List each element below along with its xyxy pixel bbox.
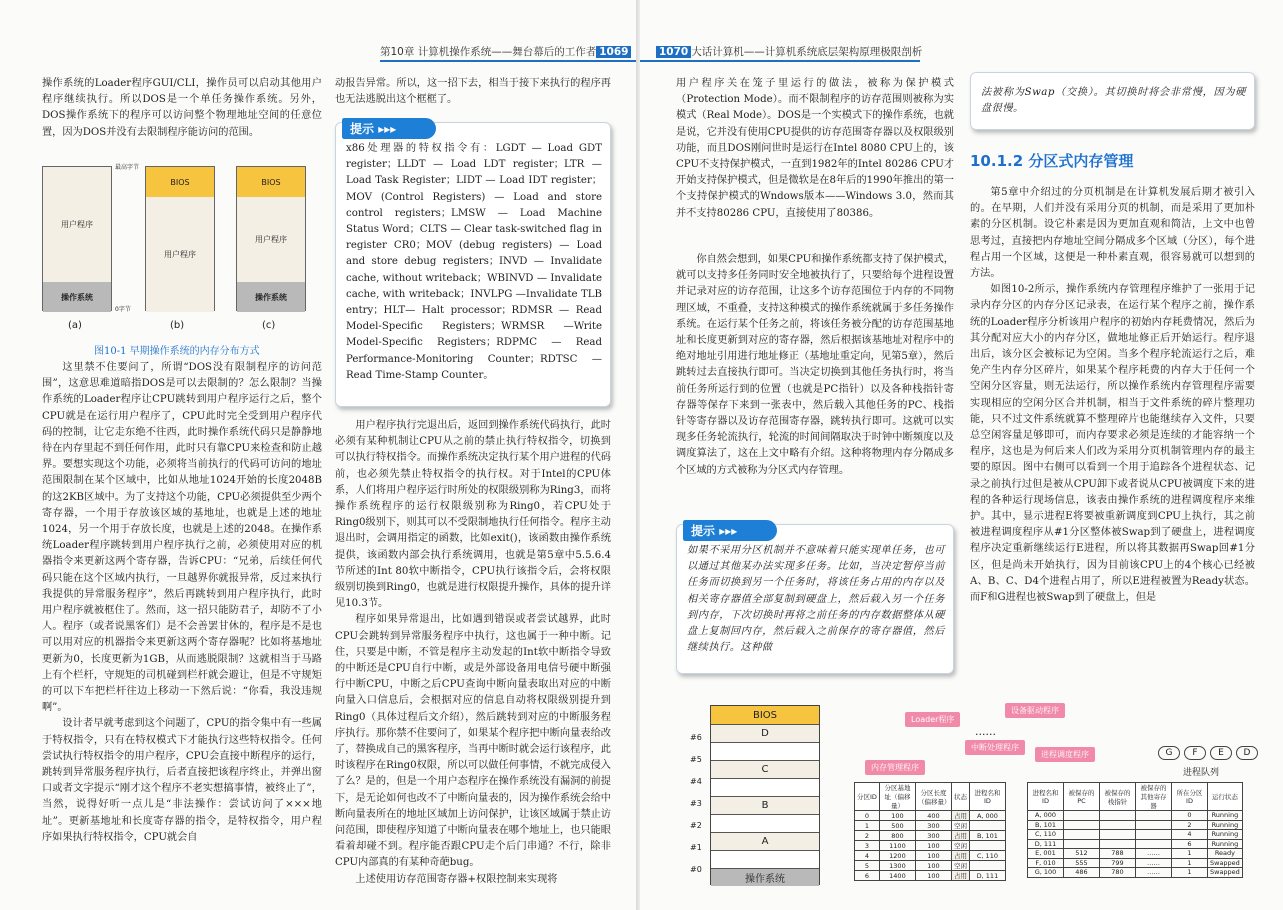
table-row <box>1028 811 1243 821</box>
table-cell: Running <box>1208 830 1243 840</box>
os-region: 操作系统 <box>43 282 111 312</box>
table-cell <box>1064 811 1100 821</box>
table-cell: 300 <box>915 821 951 831</box>
table-header: 所在分区ID <box>1172 783 1208 811</box>
paragraph: 程序如果异常退出，比如遇到错误或者尝试越界，此时CPU会跳转到异常服务程序中执行，这也属于一种中断。记住，只要是中断，不管是程序主动发起的Int软中断指令导致的中断还是CPU自行中断，或是外部设备用电信号硬中断强行中断CPU，中断之后CPU查询中断向量表取出对应的中断向量入口信息后，会根据对应的信息自动将权限级别提升到Ring0（具体过程后文介绍），然后跳转到对应的中断服务程序执行。那你禁不住要问了，如果某个程序把中断向量表给改了，替换成自己的黑客程序，当再中断时就会运行该程序，此时该程序在Ring0权限，所以可以做任何事情，不就完成侵入了么？是的，但是一个用户态程序在操作系统没有漏洞的前提下，是无论如何也改不了中断向量表的，因为操作系统会给中断向量表所在的地址区域加上访问保护，让该区域属于禁止访问范围，即使程序知道了中断向量表在哪个地址上，也只能眼看着却碰不到。程序能否跟CPU走个后门串通？不行，除非CPU内部真的有某种奇葩bug。 <box>335 614 611 869</box>
table-cell: D, 111 <box>969 871 1005 881</box>
interrupt-pill: 中断处理程序 <box>965 740 1025 755</box>
left-page <box>0 0 636 910</box>
table-cell: C, 110 <box>1028 830 1064 840</box>
table-header: 进程名和ID <box>1028 783 1064 811</box>
queue-item: D <box>1236 746 1258 760</box>
table-cell: 占用 <box>951 831 969 841</box>
table-cell: 1400 <box>879 871 915 881</box>
table-header: 被保存的PC <box>1064 783 1100 811</box>
partition-number-label: #1 <box>690 843 702 852</box>
table-cell: 1 <box>1172 868 1208 878</box>
scheduler-pill: 进程调度程序 <box>1035 747 1095 762</box>
top-byte-label: 最高字节 <box>115 164 140 171</box>
os-region: 操作系统 <box>237 282 305 312</box>
tip-text: 法被称为Swap（交换）。其切换时将会非常慢，因为硬盘很慢。 <box>981 87 1246 115</box>
memory-stack <box>710 705 820 885</box>
table-row <box>855 831 1006 841</box>
table-cell: 1100 <box>879 841 915 851</box>
partition-number-label: #2 <box>690 821 702 830</box>
sublabel-a: (a) <box>68 320 82 331</box>
table-cell: 0 <box>1172 811 1208 821</box>
right-col1-intro <box>676 76 954 222</box>
table-cell: 6 <box>855 871 880 881</box>
user-region: 用户程序 <box>237 197 305 282</box>
table-row <box>1028 820 1243 830</box>
stack-cell-empty <box>711 850 819 868</box>
table-cell: 100 <box>879 811 915 821</box>
table-row <box>1028 858 1243 868</box>
table-row <box>855 861 1006 871</box>
table-header: 状态 <box>951 783 969 811</box>
mem-layout-c <box>236 166 306 311</box>
table-cell: 2 <box>855 831 880 841</box>
bottom-byte-label: 0字节 <box>115 306 131 313</box>
table-cell <box>1064 820 1100 830</box>
table-row <box>855 811 1006 821</box>
table-header: 分区基地址（偏移量） <box>879 783 915 811</box>
stack-cell: B <box>711 796 819 814</box>
table-cell: 1300 <box>879 861 915 871</box>
stack-cell-empty <box>711 814 819 832</box>
table-cell: B, 101 <box>969 831 1005 841</box>
table-cell: 788 <box>1100 849 1136 859</box>
right-page <box>640 0 1283 910</box>
stack-cell-empty <box>711 778 819 796</box>
table-row <box>855 841 1006 851</box>
table-cell: 555 <box>1064 858 1100 868</box>
table-cell: G, 100 <box>1028 868 1064 878</box>
table-row <box>1028 830 1243 840</box>
stack-cell: A <box>711 832 819 850</box>
left-header <box>380 44 631 59</box>
paragraph: 用户程序执行完退出后，返回到操作系统代码执行，此时必须有某种机制让CPU从之前的禁止执行特权指令，切换到可以执行特权指令。而操作系统决定执行某个用户进程的代码前，也必须先禁止特权指令的执行权。对于Intel的CPU体系，人们将用户程序运行时所处的权限级别称为Ring3，而将操作系统程序的运行权限级别称为Ring0，若CPU处于Ring0级别下，则其可以不受限制地执行任何指令。程序主动退出时，会调用指定的函数，比如exit()，该函数由操作系统提供，该函数内部会执行系统调用，也就是第5章中5.5.6.4节所述的Int 80软中断指令，CPU执行该指令后，会将权限级别切换到Ring0，也就是进行权限提升操作，具体的提升详见10.3节。 <box>335 420 611 610</box>
tip-title: 提示 ▸▸▸ <box>342 118 436 139</box>
table-cell: …… <box>1136 858 1172 868</box>
table-cell <box>1136 820 1172 830</box>
paragraph: 上述使用访存范围寄存器+权限控制来实现将 <box>355 873 558 885</box>
table-cell: B, 101 <box>1028 820 1064 830</box>
table-cell <box>1136 839 1172 849</box>
stack-cell: 操作系统 <box>711 868 819 886</box>
stack-cell: BIOS <box>711 706 819 724</box>
table-cell <box>1100 839 1136 849</box>
paragraph: 第5章中介绍过的分页机制是在计算机发展后期才被引入的。在早期，人们并没有采用分页的机制，而是采用了更加朴素的分区机制。设它朴素是因为更加直观和简洁，上文中也曾思考过，直接把内存地址空间分隔成多个区域（分区），每个进程占用一个区域，这便是一种朴素直观，很容易就可以想到的方法。 <box>970 187 1255 280</box>
table-cell: 1200 <box>879 851 915 861</box>
table-cell: 300 <box>915 831 951 841</box>
process-table <box>1027 782 1243 878</box>
header-rule <box>640 60 920 62</box>
page-number: 1070 <box>656 46 691 58</box>
table-cell: …… <box>1136 868 1172 878</box>
table-cell: 400 <box>915 811 951 821</box>
paragraph: 如图10-2所示，操作系统内存管理程序维护了一张用于记录内存分区的内存分区记录表，在运行某个程序之前，操作系统的Loader程序分析该用户程序的初始内存耗费情况，然后为其分配对应大小的内存分区，做地址修正后开始运行。程序退出后，该分区会被标记为空闲。当多个程序轮流运行之后，难免产生内存分区碎片，如果某个程序耗费的内存大于任何一个空闲分区容量，则无法运行，所以操作系统内存管理程序需要实现相应的空闲分区合并机制，相当于文件系统的碎片整理功能，只不过文件系统就算不整理碎片也能继续存入文件，只要总空闲容量足够即可，而内存要求必须是连续的才能容纳一个程序，这也是为何后来人们改为采用分页机制管理内存的最主要的原因。图中右侧可以看到一个用于追踪各个进程状态、记录之前执行过但是被从CPU卸下或者说从CPU被调度下来的进程的各种运行现场信息，该表由操作系统的进程调度程序来维护。其中，显示进程E将要被重新调度到CPU上执行，其之前被进程调度程序从#1分区整体被Swap到了硬盘上，进程调度程序决定重新继续运行E进程，所以将其数据再Swap回#1分区，但是尚未开始执行，因为目前该CPU上的4个核心已经被A、B、C、D4个进程占用了，所以E进程被置为Ready状态。而F和G进程也被Swap到了硬盘上，但是 <box>970 284 1255 604</box>
left-col2-intro <box>335 76 611 108</box>
table-cell: Swapped <box>1208 868 1243 878</box>
page-number: 1069 <box>596 46 631 58</box>
table-cell <box>1064 830 1100 840</box>
table-row <box>855 871 1006 881</box>
table-header: 被保存的栈指针 <box>1100 783 1136 811</box>
stack-cell: C <box>711 760 819 778</box>
partition-number-label: #5 <box>690 755 702 764</box>
left-col1-body <box>42 360 322 910</box>
table-cell: 780 <box>1100 868 1136 878</box>
table-cell: 占用 <box>951 851 969 861</box>
table-cell: 空闲 <box>951 821 969 831</box>
table-header: 进程名和ID <box>969 783 1005 811</box>
paragraph: 操作系统的Loader程序GUI/CLI，操作员可以启动其他用户程序继续执行。所以DOS是一个单任务操作系统。另外，DOS操作系统下的程序可以访问整个物理地址空间的任意位置，因为DOS并没有去限制程序能访问的范围。 <box>42 78 322 138</box>
table-cell: 2 <box>1172 820 1208 830</box>
table-row <box>855 851 1006 861</box>
table-cell: Running <box>1208 820 1243 830</box>
header-rule <box>380 60 636 62</box>
paragraph: 你自然会想到，如果CPU和操作系统都支持了保护模式，就可以支持多任务同时安全地被执行了，只要给每个进程设置并记录对应的访存范围，让这多个访存范围位于内存的不同物理区域，不重叠，支持这种模式的操作系统就属于多任务操作系统。在运行某个任务之前，将该任务被分配的访存范围基地址和长度更新到对应的寄存器，然后根据该基地址对程序中的绝对地址引用进行地址修正（基地址重定向，见第5章），然后跳转过去直接执行即可。当决定切换到其他任务执行时，将当前任务所运行到的位置（也就是PC指针）以及各种栈指针寄存器等保存下来到一张表中，然后载入其他任务的PC、栈指针等寄存器以及访存范围寄存器，跳转执行即可。这就可以实现多任务轮流执行，轮流的时间间隔取决于时钟中断频度以及调度算法了，这在上文中略有介绍。这种将物理内存分隔成多个区域的方式被称为分区式内存管理。 <box>676 254 954 476</box>
table-cell: 3 <box>855 841 880 851</box>
queue-label: 进程队列 <box>1183 768 1220 778</box>
table-cell <box>969 821 1005 831</box>
user-region: 用户程序 <box>146 197 214 312</box>
right-col1-body <box>676 252 954 520</box>
table-cell: 占用 <box>951 811 969 821</box>
table-row <box>1028 868 1243 878</box>
queue-item: F <box>1184 746 1206 760</box>
table-cell: 100 <box>915 861 951 871</box>
table-cell: Swapped <box>1208 858 1243 868</box>
queue-item: E <box>1210 746 1232 760</box>
tip-text: 如果不采用分区机制并不意味着只能实现单任务，也可以通过其他某办法实现多任务。比如，当决定暂停当前任务而切换到另一个任务时，将该任务占用的内存以及相关寄存器值全部复制到硬盘上，然后载入另一个任务到内存，下次切换时再将之前任务的内存数据整体从硬盘上复制回内存，然后载入之前保存的寄存器值，然后继续执行。这种做 <box>687 545 945 654</box>
table-cell: C, 110 <box>969 851 1005 861</box>
table-cell: A, 000 <box>969 811 1005 821</box>
table-header: 运行状态 <box>1208 783 1243 811</box>
right-header <box>656 44 922 59</box>
table-row <box>1028 849 1243 859</box>
table-cell: 1 <box>855 821 880 831</box>
bios-region: BIOS <box>146 167 214 197</box>
table-cell <box>969 841 1005 851</box>
table-cell: Running <box>1208 839 1243 849</box>
partition-number-label: #3 <box>690 799 702 808</box>
table-cell: 6 <box>1172 839 1208 849</box>
table-cell <box>1136 830 1172 840</box>
tip-continuation <box>970 72 1255 130</box>
table-cell <box>1064 839 1100 849</box>
table-cell: Ready <box>1208 849 1243 859</box>
partition-number-label: #0 <box>690 865 702 874</box>
table-cell: 100 <box>915 851 951 861</box>
table-row <box>855 821 1006 831</box>
paragraph: 设计者早就考虑到这个问题了，CPU的指令集中有一些属于特权指令，只有在特权模式下才能执行这些特权指令。任何尝试执行特权指令的用户程序，CPU会直接中断程序的运行，跳转到异常服务程序执行，后者直接把该程序终止，并弹出窗口或者文字提示“刚才这个程序不老实想搞事情，被终止了”，当然，说得好听一点儿是“非法操作：尝试访问了×××地址”。更新基地址和长度寄存器的指令，是特权指令，用户程序如果执行特权指令，CPU就会自 <box>42 718 322 843</box>
table-cell: 512 <box>1064 849 1100 859</box>
left-col1-intro <box>42 76 322 141</box>
table-cell: 100 <box>915 871 951 881</box>
table-cell: 占用 <box>951 871 969 881</box>
table-cell: 5 <box>855 861 880 871</box>
loader-pill: Loader程序 <box>905 712 960 727</box>
tip-text: x86处理器的特权指令有：LGDT — Load GDT register；LLDT — Load LDT register；LTR — Load Task Register；LIDT — Load IDT register；MOV (Control Registers) — Load and store control registers；LMSW — Load Machine Status Word；CLTS — Clear task-switched flag in register CR0；MOV (debug registers) — Load and store debug registers；INVD — Invalidate cache, without writeback；WBINVD — Invalidate cache, with writeback；INVLPG —Invalidate TLB entry；HLT— Halt processor；RDMSR — Read Model-Specific Registers；WRMSR —Write Model-Specific Registers；RDPMC — Read Performance-Monitoring Counter；RDTSC — Read Time-Stamp Counter。 <box>346 143 602 381</box>
table-cell <box>1100 830 1136 840</box>
figure-caption: 图10-1 早期操作系统的内存分布方式 <box>94 346 260 357</box>
chapter-title: 第10章 计算机操作系统——舞台幕后的工作者 <box>380 46 597 58</box>
table-cell: Running <box>1208 811 1243 821</box>
table-cell <box>1100 811 1136 821</box>
paragraph: 用户程序关在笼子里运行的做法，被称为保护模式（Protection Mode）。而不限制程序的访存范围则被称为实模式（Real Mode）。DOS是一个实模式下的操作系统，也就是说，它并没有使用CPU提供的访存范围寄存器以及权限级别功能，而且DOS刚问世时是运行在Intel 8080 CPU上的，该CPU不支持保护模式，一直到1982年的Intel 80286 CPU才开始支持保护模式，但是微软是在8年后的1990年推出的第一个支持保护模式的Wndows版本——Windows 3.0，然而其并不支持80286 CPU，直接使用了80386。 <box>676 78 954 219</box>
partition-number-label: #6 <box>690 733 702 742</box>
paragraph: 动报告异常。所以，这一招下去，相当于接下来执行的程序再也无法逃脱出这个框框了。 <box>335 78 611 106</box>
section-heading: 10.1.2 分区式内存管理 <box>970 152 1134 170</box>
sublabel-b: (b) <box>170 320 185 331</box>
table-cell: A, 000 <box>1028 811 1064 821</box>
stack-cell: D <box>711 724 819 742</box>
table-cell: 1 <box>1172 858 1208 868</box>
memmgr-pill: 内存管理程序 <box>865 760 925 775</box>
table-header: 被保存的其他寄存器 <box>1136 783 1172 811</box>
process-queue <box>1158 746 1258 760</box>
table-cell: 100 <box>915 841 951 851</box>
tip-title: 提示 ▸▸▸ <box>683 520 777 541</box>
table-cell: 486 <box>1064 868 1100 878</box>
table-cell: …… <box>1136 849 1172 859</box>
table-header: 分区长度（偏移量） <box>915 783 951 811</box>
mem-layout-b <box>145 166 215 311</box>
table-cell: 800 <box>879 831 915 841</box>
tip-box-swap <box>676 524 954 674</box>
paragraph: 这里禁不住要问了，所谓“DOS没有限制程序的访问范围”，这意思难道暗指DOS是可以去限制的？怎么限制？当操作系统的Loader程序让CPU跳转到用户程序运行之后，整个CPU就是在运行用户程序了，CPU此时完全受到用户程序代码的控制，让它走东绝不往西，此时操作系统代码只是静静地待在内存里起不到任何作用，此时只有靠CPU来检查和防止越界。要想实现这个功能，必须将当前执行的代码可访问的地址范围限制在某个区域中，比如从地址1024开始的长度2048B的这2KB区域中。为了支持这个功能，CPU必须提供至少两个寄存器，一个用于存放该区域的基地址，也就是上述的地址1024，另一个用于存放长度，也就是上述的2048。在操作系统Loader程序跳转到用户程序执行之前，必须使用对应的机器指令来更新这两个寄存器，告诉CPU：“兄弟，后续任何代码只能在这个区域内执行，一旦越界你就报异常，反过来执行我提供的异常服务程序”，然后再跳转到用户程序执行，此时用户程序就被框住了。然而，这一招只能防君子，却防不了小人。程序（或者说黑客们）是不会善罢甘休的，程序是不是也可以用对应的机器指令来更新这两个寄存器呢？比如将基地址更新为0，长度更新为1GB，从而逃脱限制？这就相当于马路上有个栏杆，守规矩的司机碰到栏杆就会避让，但是不守规矩的可以下车把栏杆往边上移动一下然后说：“你看，我没违规啊”。 <box>42 362 322 714</box>
table-cell: 空闲 <box>951 861 969 871</box>
table-cell: 空闲 <box>951 841 969 851</box>
table-cell <box>1136 811 1172 821</box>
tip-box-privileged <box>335 122 611 407</box>
driver-pill: 设备驱动程序 <box>1005 703 1065 718</box>
stack-cell-empty <box>711 742 819 760</box>
table-row <box>1028 839 1243 849</box>
table-cell: 500 <box>879 821 915 831</box>
table-cell <box>1100 820 1136 830</box>
queue-item: G <box>1158 746 1180 760</box>
left-col2-body <box>335 418 611 910</box>
bios-region: BIOS <box>237 167 305 197</box>
user-region: 用户程序 <box>43 167 111 282</box>
book-title: 大话计算机——计算机系统底层架构原理极限剖析 <box>691 46 923 58</box>
table-cell: 4 <box>855 851 880 861</box>
table-cell: 0 <box>855 811 880 821</box>
mem-layout-a <box>42 166 112 311</box>
table-cell: F, 010 <box>1028 858 1064 868</box>
table-cell <box>969 861 1005 871</box>
partition-number-label: #4 <box>690 777 702 786</box>
table-cell: D, 111 <box>1028 839 1064 849</box>
table-cell: 4 <box>1172 830 1208 840</box>
ellipsis: ...... <box>975 725 996 738</box>
table-cell: 1 <box>1172 849 1208 859</box>
sublabel-c: (c) <box>262 320 276 331</box>
table-header: 分区ID <box>855 783 880 811</box>
right-col2-body <box>970 185 1255 675</box>
table-cell: 799 <box>1100 858 1136 868</box>
table-cell: E, 001 <box>1028 849 1064 859</box>
partition-table <box>854 782 1006 881</box>
